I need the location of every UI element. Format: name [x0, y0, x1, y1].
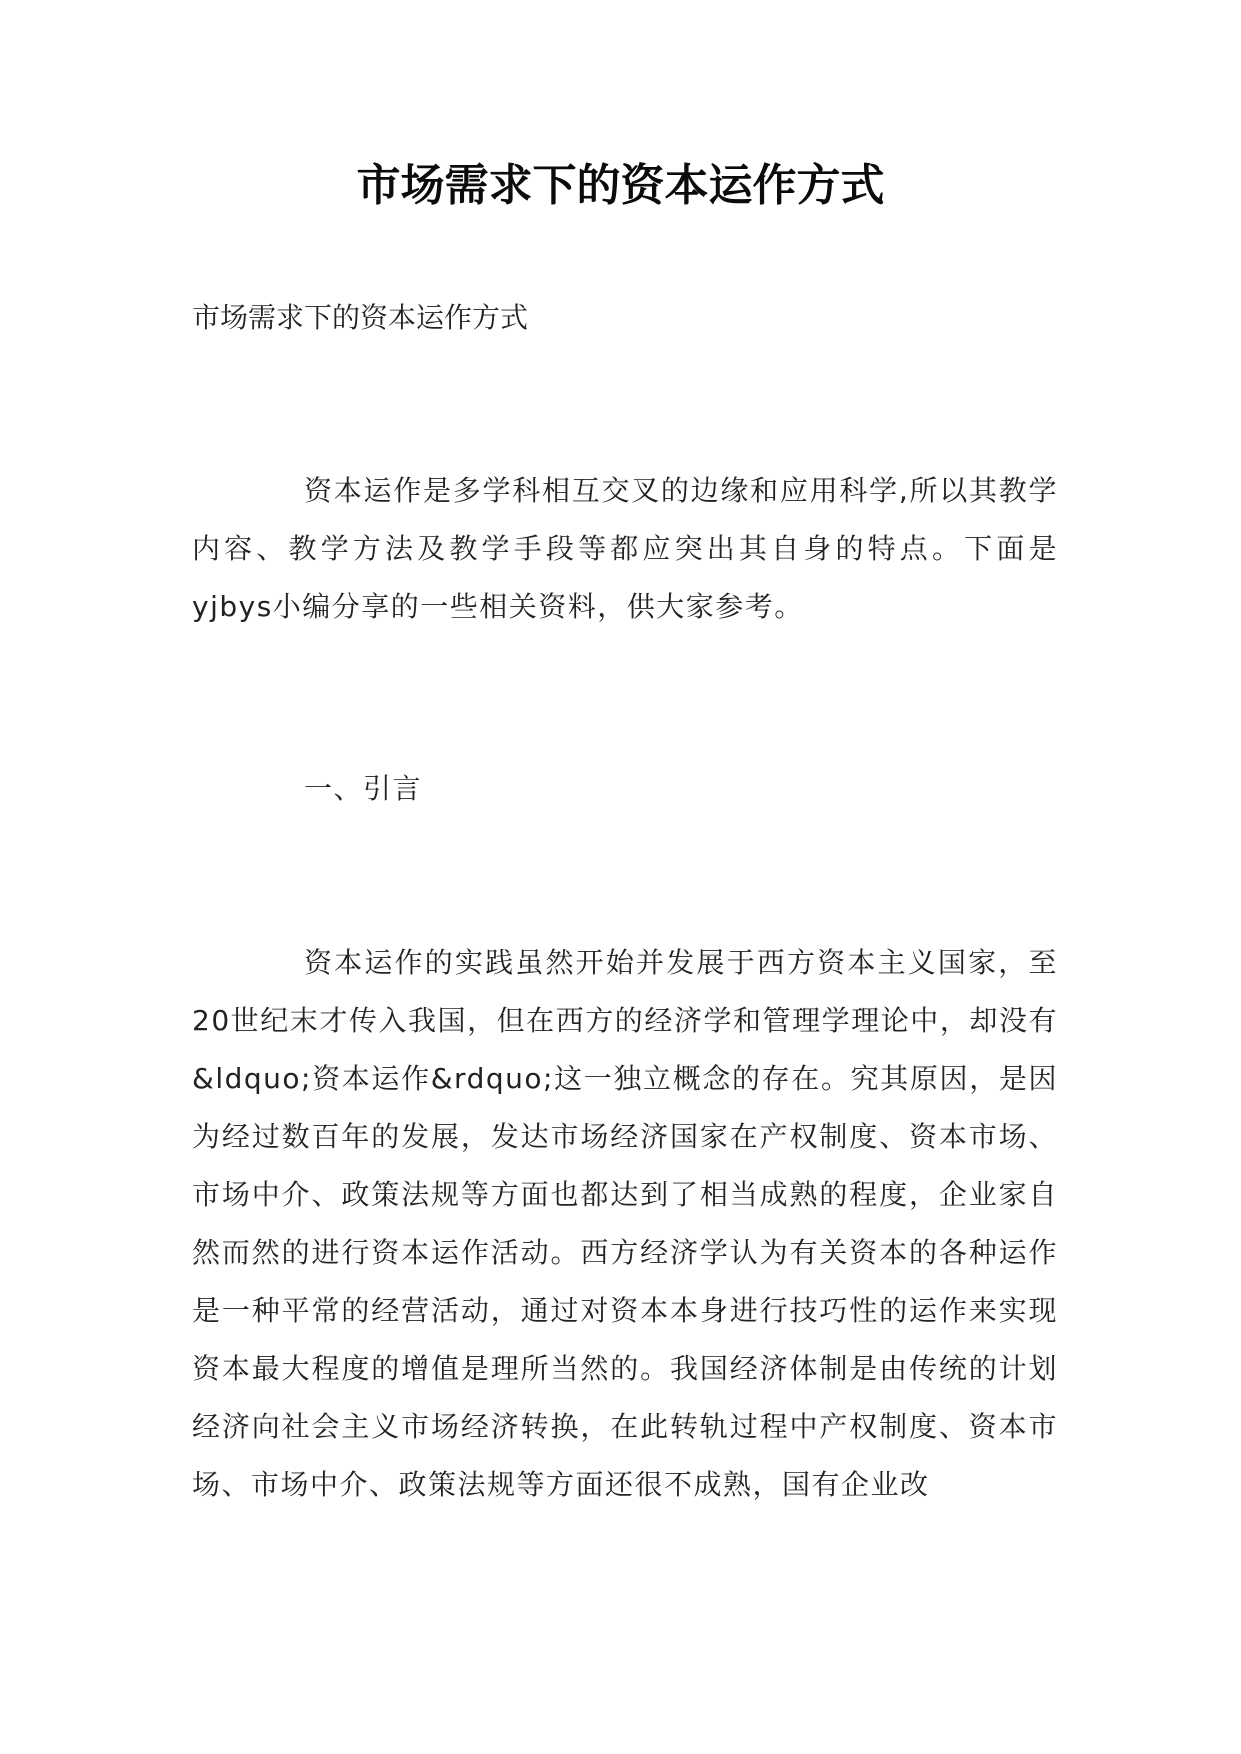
document-title: 市场需求下的资本运作方式	[356, 160, 885, 211]
paragraph-intro: 资本运作是多学科相互交叉的边缘和应用科学,所以其教学内容、教学方法及教学手段等都应突出其自身的特点。下面是yjbys小编分享的一些相关资料，供大家参考。	[192, 474, 1058, 623]
document-subtitle: 市场需求下的资本运作方式	[192, 301, 529, 334]
paragraph-body: 资本运作的实践虽然开始并发展于西方资本主义国家，至20世纪末才传入我国，但在西方的经济学和管理学理论中，却没有&ldquo;资本运作&rdquo;这一独立概念的存在。究其原因，是因为经过数百年的发展，发达市场经济国家在产权制度、资本市场、市场中介、政策法规等方面也都达到了相当成熟的程度，企业家自然而然的进行资本运作活动。西方经济学认为有关资本的各种运作是一种平常的经营活动，通过对资本本身进行技巧性的运作来实现资本最大程度的增值是理所当然的。我国经济体制是由传统的计划经济向社会主义市场经济转换，在此转轨过程中产权制度、资本市场、市场中介、政策法规等方面还很不成熟，国有企业改	[192, 946, 1058, 1501]
section-heading: 一、引言	[304, 772, 423, 805]
